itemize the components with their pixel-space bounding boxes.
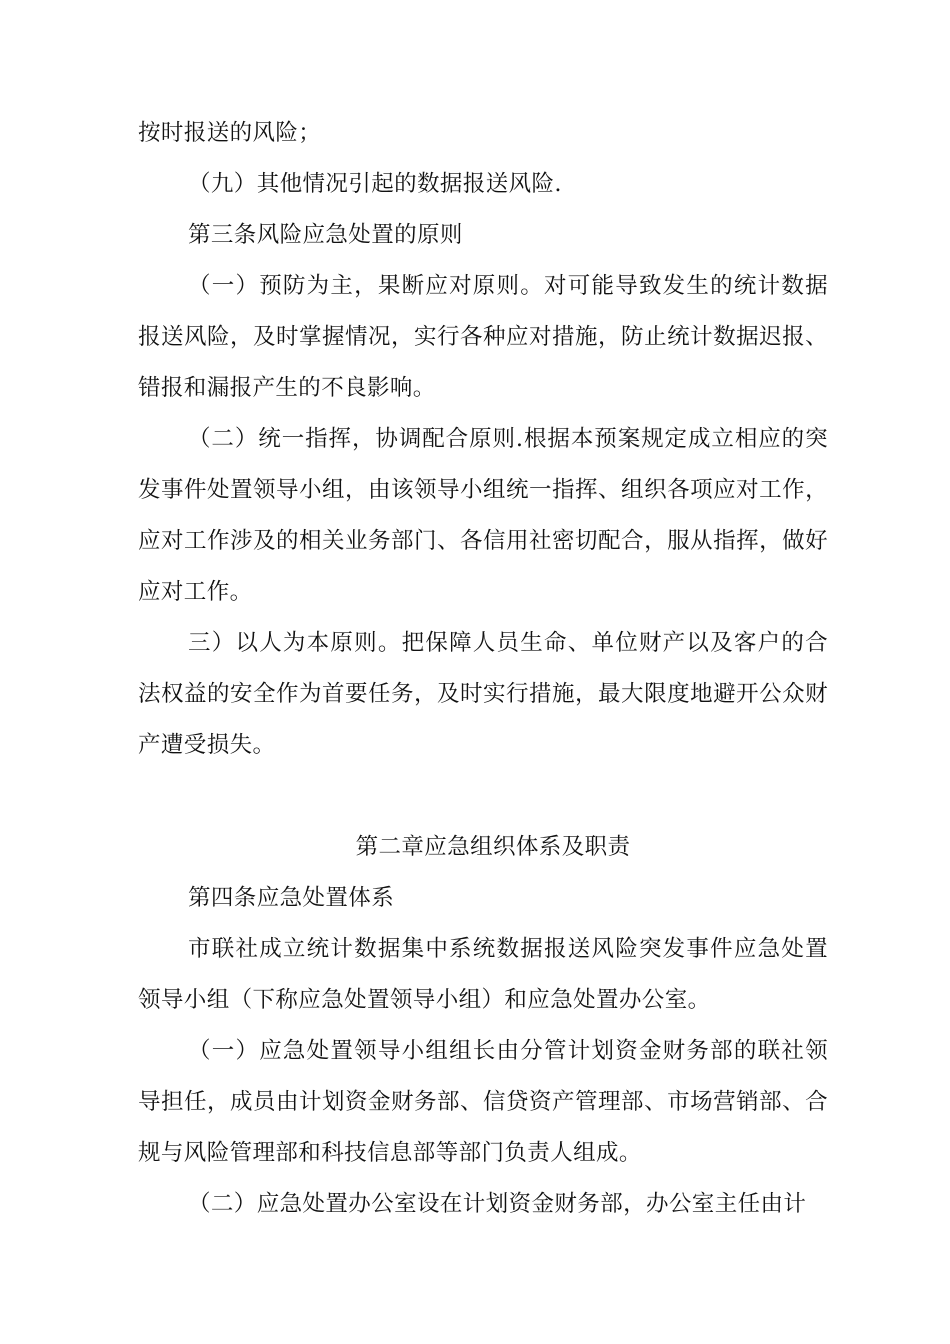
article-three-heading: 第三条风险应急处置的原则	[188, 222, 463, 248]
chapter-title: 第二章应急组织体系及职责	[355, 834, 631, 860]
document-body	[138, 108, 828, 1230]
article-four-heading: 第四条应急处置体系	[188, 885, 395, 911]
office-paragraph: （二）应急处置办公室设在计划资金财务部，办公室主任由计	[188, 1191, 807, 1217]
principle-one-paragraph: （一）预防为主，果断应对原则。对可能导致发生的统计数据报送风险，及时掌握情况，实行各种应对措施，防止统计数据迟报、错报和漏报产生的不良影响。	[138, 273, 828, 401]
paragraph-continuation: 按时报送的风险；	[138, 120, 322, 146]
section-spacer	[138, 771, 828, 822]
principle-two-paragraph: （二）统一指挥，协调配合原则.根据本预案规定成立相应的突发事件处置领导小组，由该领导小组统一指挥、组织各项应对工作，应对工作涉及的相关业务部门、各信用社密切配合，服从指挥，做好应对工作。	[138, 426, 828, 605]
leadership-group-paragraph: （一）应急处置领导小组组长由分管计划资金财务部的联社领导担任，成员由计划资金财务部、信贷资产管理部、市场营销部、合规与风险管理部和科技信息部等部门负责人组成。	[138, 1038, 828, 1166]
paragraph-item-nine: （九）其他情况引起的数据报送风险.	[188, 171, 562, 197]
principle-three-paragraph: 三）以人为本原则。把保障人员生命、单位财产以及客户的合法权益的安全作为首要任务，及时实行措施，最大限度地避开公众财产遭受损失。	[138, 630, 828, 758]
system-paragraph: 市联社成立统计数据集中系统数据报送风险突发事件应急处置领导小组（下称应急处置领导小组）和应急处置办公室。	[138, 936, 828, 1013]
